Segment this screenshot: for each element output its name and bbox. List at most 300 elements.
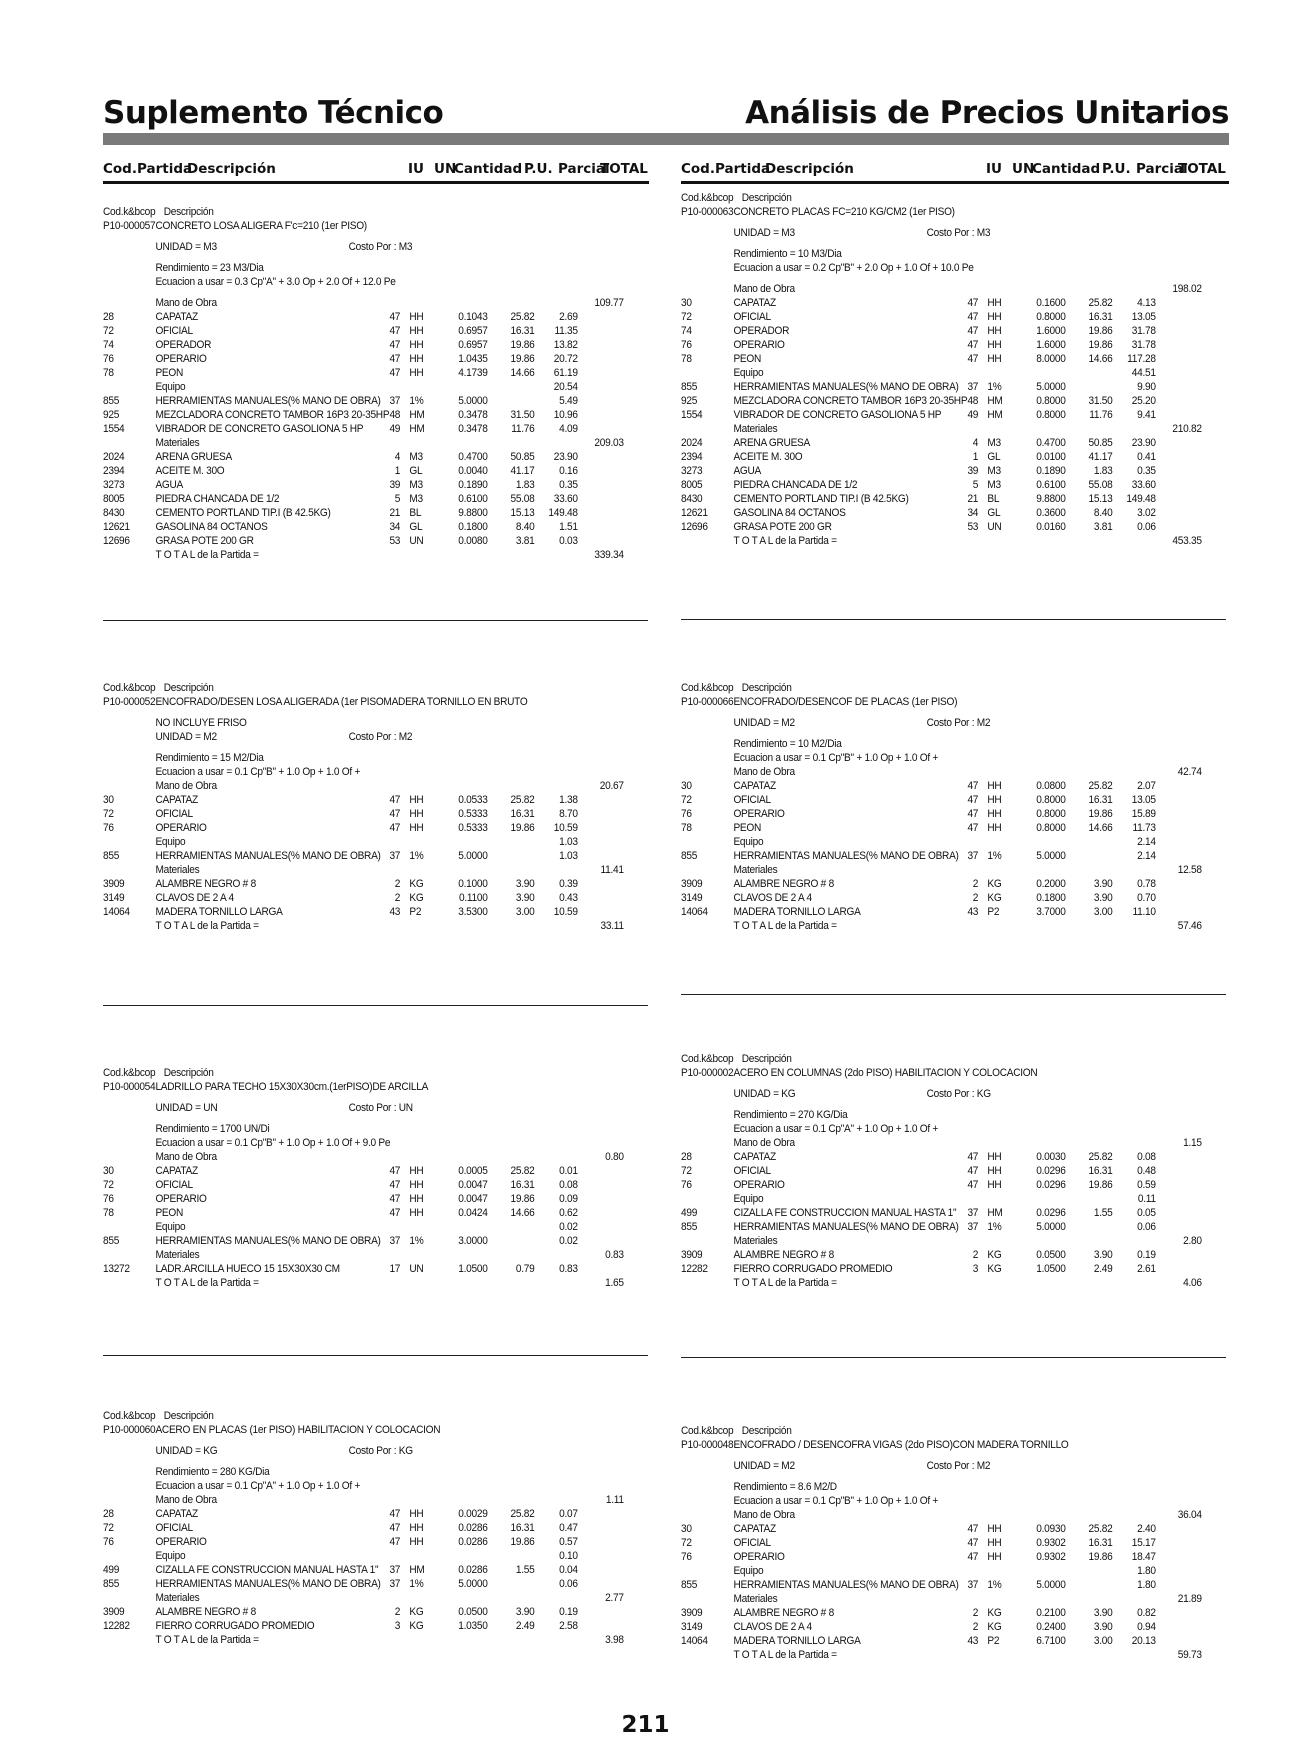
- item-description: Rendimiento = 270 KG/Dia: [733, 1109, 848, 1121]
- item-iu: 47: [389, 1179, 401, 1191]
- item-partial: 2.07: [1137, 780, 1156, 792]
- table-row: [681, 436, 1182, 450]
- item-quantity: 0.0047: [458, 1179, 488, 1191]
- item-description: HERRAMIENTAS MANUALES(% MANO DE OBRA): [733, 1579, 959, 1591]
- spacer-row: [103, 744, 604, 751]
- item-code: 78: [681, 353, 692, 365]
- item-description: Mano de Obra: [155, 1151, 217, 1163]
- item-description: UNIDAD = M2: [733, 1460, 795, 1472]
- item-quantity: 0.0100: [1036, 451, 1066, 463]
- item-description: Mano de Obra: [733, 1509, 795, 1521]
- item-quantity: 0.0296: [1036, 1165, 1066, 1177]
- item-description: HERRAMIENTAS MANUALES(% MANO DE OBRA): [155, 1235, 381, 1247]
- table-row: [103, 1164, 604, 1178]
- item-unit: KG: [409, 878, 424, 890]
- table-row: [103, 905, 604, 919]
- item-description: T O T A L de la Partida =: [733, 920, 837, 932]
- item-partial: 23.90: [1131, 437, 1156, 449]
- item-code: 14064: [681, 1635, 708, 1647]
- item-description: Materiales: [733, 1593, 778, 1605]
- cost-basis: Costo Por : M3: [926, 227, 991, 239]
- item-description: ACERO EN PLACAS (1er PISO) HABILITACION Y COLOCACION: [155, 1424, 441, 1436]
- item-quantity: 0.0286: [458, 1536, 488, 1548]
- table-row: [103, 450, 604, 464]
- item-iu: 49: [389, 423, 401, 435]
- item-partial: 0.07: [559, 1508, 578, 1520]
- table-row: [681, 1136, 1202, 1150]
- item-partial: 0.06: [1137, 521, 1156, 533]
- item-quantity: 0.3478: [458, 409, 488, 421]
- item-code: 855: [103, 395, 120, 407]
- item-iu: 3: [394, 1620, 401, 1632]
- item-quantity: 5.0000: [458, 1578, 488, 1590]
- table-row: [103, 891, 604, 905]
- item-unit: HM: [409, 423, 425, 435]
- item-partial: 0.94: [1137, 1621, 1156, 1633]
- table-row: [103, 1444, 604, 1458]
- item-description: PEON: [733, 822, 762, 834]
- item-description: OPERARIO: [733, 1179, 785, 1191]
- col-cod: Cod.Partida: [681, 161, 771, 177]
- table-row: [103, 1066, 604, 1080]
- item-iu: 47: [389, 367, 401, 379]
- item-iu: 39: [389, 479, 401, 491]
- item-quantity: 0.9302: [1036, 1537, 1066, 1549]
- item-code: 3909: [681, 878, 703, 890]
- item-unit-price: 16.31: [1088, 311, 1113, 323]
- item-quantity: 0.6957: [458, 325, 488, 337]
- table-row: [103, 1507, 604, 1521]
- item-partial: 9.90: [1137, 381, 1156, 393]
- item-quantity: 0.8000: [1036, 395, 1066, 407]
- item-description: OPERARIO: [733, 808, 785, 820]
- table-row: [681, 534, 1202, 548]
- table-row: [103, 1563, 604, 1577]
- item-unit: M3: [987, 437, 1001, 449]
- table-row: [681, 919, 1202, 933]
- item-iu: 2: [394, 1606, 401, 1618]
- item-code: 30: [103, 1165, 114, 1177]
- table-row: [681, 779, 1182, 793]
- item-description: UNIDAD = M3: [155, 241, 217, 253]
- col-cantidad: Cantidad: [454, 161, 523, 177]
- block-separator: [681, 994, 1226, 995]
- item-code: 28: [681, 1151, 692, 1163]
- item-iu: 47: [389, 311, 401, 323]
- item-unit-price: 16.31: [510, 1522, 535, 1534]
- item-code: 30: [681, 297, 692, 309]
- item-description: AGUA: [155, 479, 184, 491]
- table-row: [681, 1634, 1182, 1648]
- item-code: 12282: [103, 1620, 130, 1632]
- item-partial: 2.40: [1137, 1523, 1156, 1535]
- item-partial: 0.02: [559, 1221, 578, 1233]
- cost-basis: Costo Por : UN: [348, 1102, 413, 1114]
- item-code: P10-000054: [103, 1081, 156, 1093]
- item-iu: 48: [967, 395, 979, 407]
- item-unit: HH: [409, 367, 424, 379]
- item-unit-price: 19.86: [1088, 808, 1113, 820]
- item-code: 76: [681, 339, 692, 351]
- item-unit: HH: [987, 339, 1002, 351]
- table-row: [103, 464, 604, 478]
- item-code: 12696: [681, 521, 708, 533]
- item-unit-price: 1.83: [1093, 465, 1113, 477]
- table-row: [103, 779, 624, 793]
- item-code: 72: [103, 1179, 114, 1191]
- item-description: Descripción: [163, 682, 214, 694]
- spacer-row: [103, 1115, 604, 1122]
- partida-block: [103, 205, 624, 562]
- item-quantity: 0.8000: [1036, 409, 1066, 421]
- spacer-row: [103, 1458, 604, 1465]
- item-iu: 39: [967, 465, 979, 477]
- item-unit-price: 16.31: [1088, 1165, 1113, 1177]
- item-quantity: 4.1739: [458, 367, 488, 379]
- table-row: [681, 352, 1182, 366]
- item-code: 3909: [681, 1249, 703, 1261]
- item-description: T O T A L de la Partida =: [155, 1634, 259, 1646]
- item-description: NO INCLUYE FRISO: [155, 717, 247, 729]
- item-iu: 47: [389, 339, 401, 351]
- table-row: [681, 821, 1182, 835]
- item-unit: HH: [987, 1537, 1002, 1549]
- table-row: [103, 506, 604, 520]
- item-partial: 25.20: [1131, 395, 1156, 407]
- item-code: 1554: [103, 423, 125, 435]
- item-partial: 0.59: [1137, 1179, 1156, 1191]
- item-total: 2.77: [605, 1592, 624, 1604]
- item-description: CONCRETO LOSA ALIGERA F'c=210 (1er PISO): [155, 220, 367, 232]
- item-partial: 44.51: [1131, 367, 1156, 379]
- item-iu: 2: [972, 878, 979, 890]
- table-row: [103, 1619, 604, 1633]
- item-iu: 53: [389, 535, 401, 547]
- table-row: [103, 394, 604, 408]
- item-unit: 1%: [987, 850, 1002, 862]
- item-description: Ecuacion a usar = 0.1 Cp"B" + 1.0 Op + 1.0 Of +: [733, 1495, 939, 1507]
- item-description: Ecuacion a usar = 0.1 Cp"B" + 1.0 Op + 1.0 Of +: [733, 752, 939, 764]
- item-iu: 37: [967, 850, 979, 862]
- item-iu: 47: [389, 325, 401, 337]
- item-description: HERRAMIENTAS MANUALES(% MANO DE OBRA): [155, 850, 381, 862]
- item-iu: 34: [389, 521, 401, 533]
- item-unit: P2: [987, 1635, 1000, 1647]
- item-partial: 31.78: [1131, 339, 1156, 351]
- item-description: Descripción: [163, 1410, 214, 1422]
- table-row: [103, 548, 624, 562]
- table-row: [681, 394, 1182, 408]
- item-code: Cod.k&bcop: [103, 206, 156, 218]
- item-description: Materiales: [155, 864, 200, 876]
- item-iu: 47: [389, 794, 401, 806]
- item-partial: 149.48: [548, 507, 578, 519]
- item-description: CIZALLA FE CONSTRUCCION MANUAL HASTA 1": [733, 1207, 957, 1219]
- item-unit-price: 14.66: [1088, 822, 1113, 834]
- table-row: [103, 730, 604, 744]
- cost-basis: Costo Por : M2: [348, 731, 413, 743]
- item-description: Materiales: [155, 1592, 200, 1604]
- item-iu: 37: [967, 1579, 979, 1591]
- item-description: OFICIAL: [733, 1537, 771, 1549]
- item-description: Rendimiento = 15 M2/Dia: [155, 752, 264, 764]
- item-description: ALAMBRE NEGRO # 8: [155, 878, 256, 890]
- item-partial: 0.05: [1137, 1207, 1156, 1219]
- item-iu: 47: [389, 1165, 401, 1177]
- spacer-row: [681, 709, 1182, 716]
- item-quantity: 0.2000: [1036, 878, 1066, 890]
- table-row: [681, 1494, 1182, 1508]
- spacer-row: [103, 709, 604, 716]
- item-description: Equipo: [733, 1565, 764, 1577]
- item-description: Ecuacion a usar = 0.1 Cp"A" + 1.0 Op + 1.0 Of +: [733, 1123, 939, 1135]
- item-iu: 2: [972, 1607, 979, 1619]
- item-description: Materiales: [733, 864, 778, 876]
- item-iu: 47: [967, 822, 979, 834]
- item-iu: 43: [967, 1635, 979, 1647]
- item-code: 76: [681, 1551, 692, 1563]
- table-row: [103, 821, 604, 835]
- item-code: 8430: [103, 507, 125, 519]
- table-row: [681, 716, 1182, 730]
- table-row: [681, 1276, 1202, 1290]
- table-row: [103, 1535, 604, 1549]
- spacer-row: [103, 1437, 604, 1444]
- item-description: VIBRADOR DE CONCRETO GASOLIONA 5 HP: [155, 423, 364, 435]
- item-quantity: 0.1800: [1036, 892, 1066, 904]
- item-unit: 1%: [409, 1235, 424, 1247]
- table-row: [681, 450, 1182, 464]
- item-partial: 15.17: [1131, 1537, 1156, 1549]
- item-description: Rendimiento = 10 M2/Dia: [733, 738, 842, 750]
- table-row: [103, 275, 604, 289]
- item-unit: KG: [409, 1606, 424, 1618]
- item-unit-price: 19.86: [510, 1193, 535, 1205]
- table-row: [681, 1459, 1182, 1473]
- item-description: HERRAMIENTAS MANUALES(% MANO DE OBRA): [155, 395, 381, 407]
- item-quantity: 8.0000: [1036, 353, 1066, 365]
- item-code: 855: [103, 1235, 120, 1247]
- item-partial: 149.48: [1126, 493, 1156, 505]
- item-partial: 20.72: [553, 353, 578, 365]
- table-row: [103, 695, 604, 709]
- item-iu: 48: [389, 409, 401, 421]
- table-row: [103, 1150, 624, 1164]
- table-row: [681, 1206, 1182, 1220]
- table-row: [681, 1536, 1182, 1550]
- item-quantity: 5.0000: [458, 395, 488, 407]
- item-description: GASOLINA 84 OCTANOS: [155, 521, 268, 533]
- item-partial: 13.82: [553, 339, 578, 351]
- item-total: 210.82: [1172, 423, 1202, 435]
- partida-block: [103, 1409, 624, 1647]
- item-description: Descripción: [741, 1425, 792, 1437]
- item-unit: HH: [987, 822, 1002, 834]
- item-code: 78: [103, 367, 114, 379]
- item-partial: 2.61: [1137, 1263, 1156, 1275]
- item-code: 499: [103, 1564, 120, 1576]
- item-quantity: 0.4700: [458, 451, 488, 463]
- item-quantity: 0.9302: [1036, 1551, 1066, 1563]
- item-iu: 47: [389, 1522, 401, 1534]
- item-quantity: 0.0296: [1036, 1207, 1066, 1219]
- table-row: [681, 849, 1182, 863]
- item-description: Mano de Obra: [733, 766, 795, 778]
- document-title-left: Suplemento Técnico: [103, 95, 444, 131]
- col-pu: P.U.: [1102, 161, 1131, 177]
- item-quantity: 5.0000: [458, 850, 488, 862]
- item-unit: P2: [987, 906, 1000, 918]
- item-code: 74: [103, 339, 114, 351]
- item-unit-price: 19.86: [1088, 1551, 1113, 1563]
- table-row: [103, 1248, 624, 1262]
- table-row: [681, 905, 1182, 919]
- item-partial: 1.03: [559, 850, 578, 862]
- item-iu: 47: [389, 1508, 401, 1520]
- item-code: 3909: [103, 1606, 125, 1618]
- item-description: Mano de Obra: [733, 283, 795, 295]
- item-description: CAPATAZ: [155, 794, 198, 806]
- item-partial: 0.02: [559, 1235, 578, 1247]
- item-unit-price: 3.00: [515, 906, 535, 918]
- item-unit-price: 19.86: [1088, 339, 1113, 351]
- table-row: [103, 849, 604, 863]
- table-row: [103, 1633, 624, 1647]
- item-unit-price: 55.08: [1088, 479, 1113, 491]
- item-quantity: 0.1043: [458, 311, 488, 323]
- item-iu: 47: [967, 325, 979, 337]
- item-iu: 2: [972, 892, 979, 904]
- item-description: Equipo: [155, 836, 186, 848]
- table-row: [681, 324, 1182, 338]
- item-iu: 47: [967, 353, 979, 365]
- item-code: 3909: [681, 1607, 703, 1619]
- item-iu: 47: [967, 1523, 979, 1535]
- item-description: FIERRO CORRUGADO PROMEDIO: [155, 1620, 315, 1632]
- table-row: [681, 1424, 1182, 1438]
- item-description: LADR.ARCILLA HUECO 15 15X30X30 CM: [155, 1263, 340, 1275]
- item-description: T O T A L de la Partida =: [733, 1277, 837, 1289]
- item-unit: HH: [987, 325, 1002, 337]
- item-partial: 11.10: [1132, 906, 1156, 918]
- item-description: PIEDRA CHANCADA DE 1/2: [155, 493, 280, 505]
- table-row: [681, 1508, 1202, 1522]
- table-row: [681, 296, 1182, 310]
- item-description: CAPATAZ: [155, 1165, 198, 1177]
- table-row: [103, 1423, 604, 1437]
- spacer-row: [103, 1094, 604, 1101]
- item-description: ALAMBRE NEGRO # 8: [155, 1606, 256, 1618]
- item-iu: 47: [389, 822, 401, 834]
- item-code: 855: [681, 1221, 698, 1233]
- item-iu: 47: [967, 780, 979, 792]
- item-partial: 0.19: [559, 1606, 578, 1618]
- item-partial: 9.41: [1137, 409, 1156, 421]
- item-partial: 33.60: [553, 493, 578, 505]
- item-unit: HH: [987, 353, 1002, 365]
- item-partial: 10.96: [553, 409, 578, 421]
- item-description: Mano de Obra: [155, 780, 217, 792]
- item-unit: UN: [987, 521, 1002, 533]
- item-description: Materiales: [733, 423, 778, 435]
- item-code: 76: [103, 353, 114, 365]
- spacer-row: [681, 240, 1182, 247]
- item-unit-price: 19.86: [510, 1536, 535, 1548]
- item-partial: 0.82: [1137, 1607, 1156, 1619]
- col-total: TOTAL: [600, 161, 648, 177]
- item-partial: 4.13: [1137, 297, 1156, 309]
- item-unit: HH: [987, 1551, 1002, 1563]
- item-unit: KG: [987, 1249, 1002, 1261]
- item-unit: HM: [987, 409, 1003, 421]
- item-quantity: 3.7000: [1036, 906, 1066, 918]
- item-quantity: 5.0000: [1036, 850, 1066, 862]
- spacer-row: [681, 730, 1182, 737]
- item-description: OPERARIO: [155, 822, 207, 834]
- item-description: HERRAMIENTAS MANUALES(% MANO DE OBRA): [733, 850, 959, 862]
- item-code: 72: [681, 1537, 692, 1549]
- table-row: [681, 464, 1182, 478]
- item-code: 78: [103, 1207, 114, 1219]
- column-header-right: [681, 158, 1229, 184]
- table-row: [103, 205, 604, 219]
- item-unit: GL: [987, 451, 1001, 463]
- table-row: [681, 1150, 1182, 1164]
- table-row: [681, 1592, 1202, 1606]
- item-quantity: 0.8000: [1036, 311, 1066, 323]
- item-code: 72: [681, 311, 692, 323]
- item-unit-price: 16.31: [510, 1179, 535, 1191]
- item-unit: HH: [409, 325, 424, 337]
- item-unit-price: 41.17: [1088, 451, 1113, 463]
- item-code: 3273: [103, 479, 125, 491]
- item-code: 3149: [681, 892, 703, 904]
- item-unit-price: 15.13: [510, 507, 535, 519]
- item-code: Cod.k&bcop: [103, 1067, 156, 1079]
- item-description: GASOLINA 84 OCTANOS: [733, 507, 846, 519]
- item-code: 12621: [681, 507, 708, 519]
- table-row: [681, 1178, 1182, 1192]
- item-code: 3273: [681, 465, 703, 477]
- table-row: [681, 1578, 1182, 1592]
- item-description: Descripción: [741, 1053, 792, 1065]
- item-iu: 1: [972, 451, 979, 463]
- item-partial: 0.35: [559, 479, 578, 491]
- item-unit: 1%: [409, 395, 424, 407]
- item-description: Descripción: [163, 1067, 214, 1079]
- item-unit-price: 14.66: [1088, 353, 1113, 365]
- item-iu: 47: [967, 1151, 979, 1163]
- item-iu: 47: [967, 1165, 979, 1177]
- table-row: [103, 240, 604, 254]
- item-partial: 0.09: [559, 1193, 578, 1205]
- table-row: [103, 296, 624, 310]
- item-partial: 0.03: [559, 535, 578, 547]
- item-description: OPERARIO: [155, 1193, 207, 1205]
- item-total: 4.06: [1183, 1277, 1202, 1289]
- table-row: [103, 877, 604, 891]
- cost-basis: Costo Por : M3: [348, 241, 413, 253]
- item-total: 1.65: [605, 1277, 624, 1289]
- item-description: OFICIAL: [155, 325, 193, 337]
- item-description: OFICIAL: [733, 311, 771, 323]
- item-quantity: 0.0800: [1036, 780, 1066, 792]
- item-total: 36.04: [1177, 1509, 1202, 1521]
- item-unit: M3: [987, 479, 1001, 491]
- item-description: OPERADOR: [155, 339, 212, 351]
- item-unit-price: 3.90: [1093, 1607, 1113, 1619]
- item-code: 2024: [103, 451, 125, 463]
